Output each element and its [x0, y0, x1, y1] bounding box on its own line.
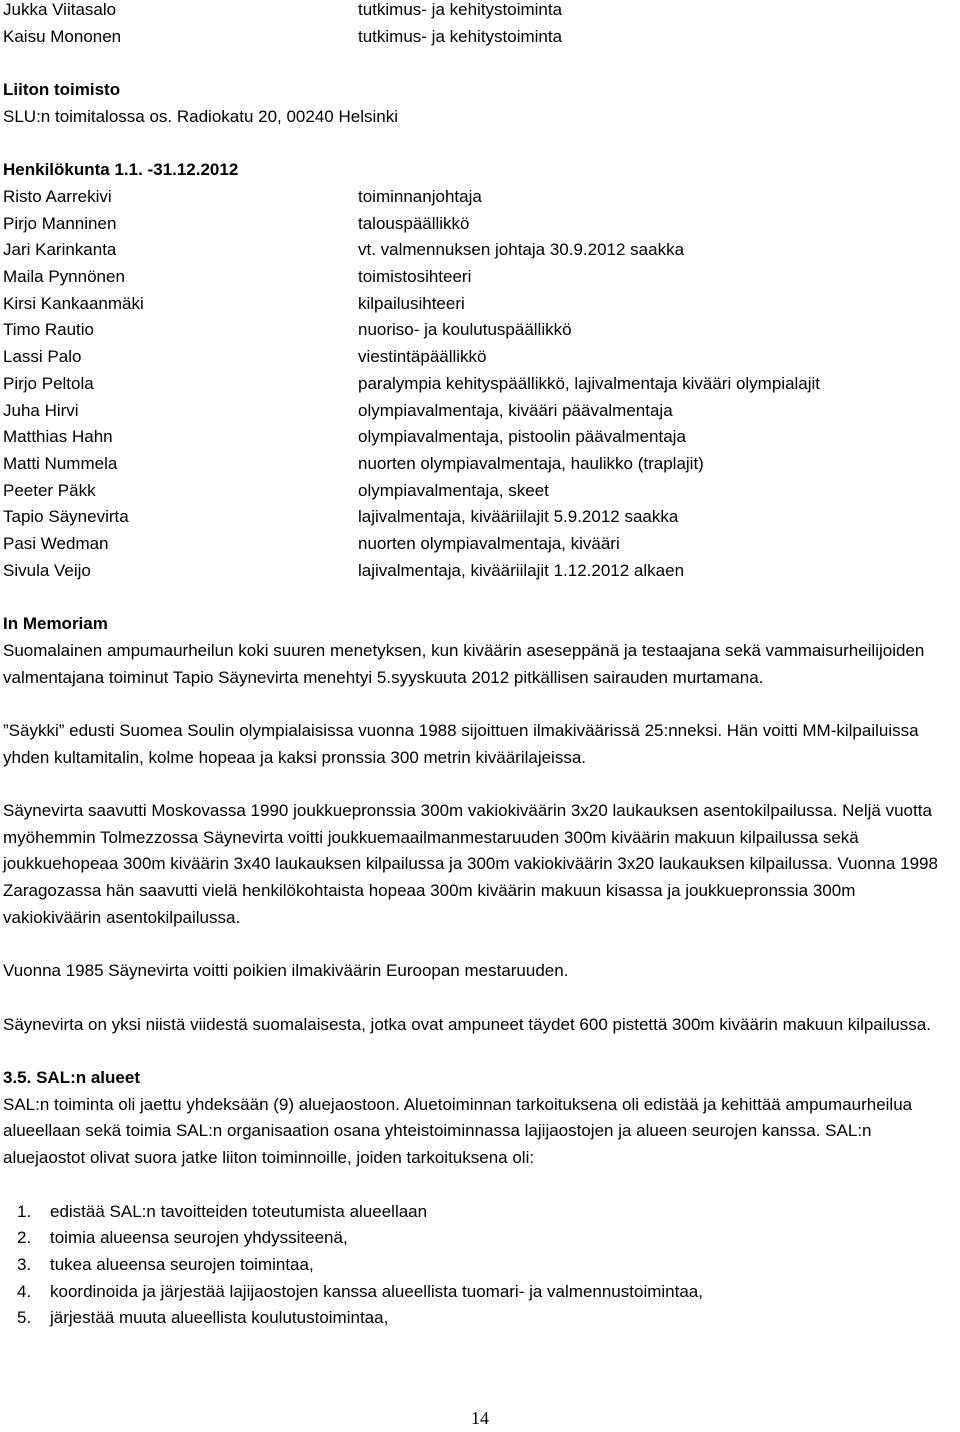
staff-role: lajivalmentaja, kivääriilajit 1.12.2012 alkaen — [358, 560, 685, 580]
staff-row — [3, 531, 957, 558]
staff-name: Pasi Wedman — [3, 534, 109, 554]
staff-name: Kirsi Kankaanmäki — [3, 293, 144, 313]
staff-name: Pirjo Manninen — [3, 213, 117, 233]
staff-row — [3, 424, 957, 451]
staff-row — [3, 317, 957, 344]
staff-name: Peeter Päkk — [3, 480, 96, 500]
staff-role: lajivalmentaja, kivääriilajit 5.9.2012 saakka — [358, 507, 679, 527]
staff-role: vt. valmennuksen johtaja 30.9.2012 saakka — [358, 240, 685, 260]
staff-row — [3, 291, 957, 318]
header-staff-list — [3, 0, 957, 50]
staff-role: olympiavalmentaja, kivääri päävalmentaja — [358, 400, 673, 420]
staff-name: Matthias Hahn — [3, 427, 113, 447]
memoriam-paragraph: ”Säykki” edusti Suomea Soulin olympialaisissa vuonna 1988 sijoittuen ilmakiväärissä 25:nneksi. Hän voitti MM-kilpailuissa yhden kultamitalin, kolme hopeaa ja kaksi pronssia 300 metrin kiväärilajeissa. — [3, 720, 919, 767]
staff-role: tutkimus- ja kehitystoiminta — [358, 26, 563, 46]
regions-heading: 3.5. SAL:n alueet — [3, 1068, 140, 1087]
memoriam-paragraph: Säynevirta saavutti Moskovassa 1990 joukkuepronssia 300m vakiokiväärin 3x20 laukauksen asentokilpailussa. Neljä vuotta myöhemmin Tolmezzossa Säynevirta voitti joukkuemaailmanmestaruuden 300m kiväärin makuun kilpailussa sekä joukkuehopeaa 300m kiväärin 3x40 laukauksen kilpailussa ja 300m vakiokiväärin 3x20 laukauksen kilpailussa. Vuonna 1998 Zaragozassa hän saavutti vielä henkilökohtaista hopeaa 300m kiväärin makuun kisassa ja joukkuepronssia 300m vakiokiväärin asentokilpailussa. — [3, 801, 938, 927]
list-text: järjestää muuta alueellista koulutustoimintaa, — [50, 1308, 389, 1328]
list-item — [3, 1225, 957, 1252]
list-number: 1. — [17, 1201, 32, 1221]
staff-role: nuorten olympiavalmentaja, haulikko (traplajit) — [358, 453, 704, 473]
staff-role: nuoriso- ja koulutuspäällikkö — [358, 320, 572, 340]
staff-row — [3, 504, 957, 531]
regions-intro: SAL:n toiminta oli jaettu yhdeksään (9) aluejaostoon. Aluetoiminnan tarkoituksena oli edistää ja kehittää ampumaurheilua alueellaan sekä toimia SAL:n organisaation osana yhteistoiminnassa lajijaostojen ja alueen seurojen kanssa. SAL:n aluejaostot olivat suora jatke liiton toiminnoille, joiden tarkoituksena oli: — [3, 1094, 913, 1168]
staff-row — [3, 184, 957, 211]
staff-role: tutkimus- ja kehitystoiminta — [358, 0, 563, 19]
staff-name: Jari Karinkanta — [3, 240, 117, 260]
page-number: 14 — [471, 1408, 489, 1428]
staff-role: viestintäpäällikkö — [358, 347, 487, 367]
document-page — [3, 0, 957, 1332]
office-address: SLU:n toimitalossa os. Radiokatu 20, 00240 Helsinki — [3, 106, 398, 126]
staff-row — [3, 264, 957, 291]
staff-row — [3, 558, 957, 585]
list-number: 2. — [17, 1228, 32, 1248]
list-text: edistää SAL:n tavoitteiden toteutumista alueellaan — [50, 1201, 428, 1221]
list-item — [3, 1305, 957, 1332]
staff-role: olympiavalmentaja, skeet — [358, 480, 549, 500]
staff-name: Jukka Viitasalo — [3, 0, 117, 19]
list-text: toimia alueensa seurojen yhdyssiteenä, — [50, 1228, 348, 1248]
staff-role: talouspäällikkö — [358, 213, 470, 233]
list-number: 3. — [17, 1254, 32, 1274]
staff-row — [3, 211, 957, 238]
staff-name: Tapio Säynevirta — [3, 507, 129, 527]
staff-row — [3, 451, 957, 478]
list-text: koordinoida ja järjestää lajijaostojen kanssa alueellista tuomari- ja valmennustoimintaa, — [50, 1281, 703, 1301]
staff-role: toiminnanjohtaja — [358, 186, 482, 206]
list-item — [3, 1279, 957, 1306]
staff-row — [3, 237, 957, 264]
staff-list — [3, 184, 957, 585]
staff-name: Sivula Veijo — [3, 560, 91, 580]
staff-role: toimistosihteeri — [358, 267, 472, 286]
list-number: 4. — [17, 1281, 32, 1301]
office-heading: Liiton toimisto — [3, 80, 121, 100]
staff-name: Matti Nummela — [3, 453, 118, 473]
staff-row — [3, 344, 957, 371]
list-number: 5. — [17, 1308, 32, 1328]
staff-role: nuorten olympiavalmentaja, kivääri — [358, 534, 620, 554]
staff-row — [3, 0, 957, 24]
regions-list — [3, 1199, 957, 1333]
list-text: tukea alueensa seurojen toimintaa, — [50, 1254, 314, 1274]
memoriam-paragraph: Vuonna 1985 Säynevirta voitti poikien ilmakiväärin Euroopan mestaruuden. — [3, 961, 569, 981]
staff-row — [3, 478, 957, 505]
memoriam-paragraph: Suomalainen ampumaurheilun koki suuren menetyksen, kun kiväärin aseseppänä ja testaajana sekä vammaisurheilijoiden valmentajana toiminut Tapio Säynevirta menehtyi 5.syyskuuta 2012 pitkällisen sairauden murtamana. — [3, 640, 925, 687]
memoriam-paragraph: Säynevirta on yksi niistä viidestä suomalaisesta, jotka ovat ampuneet täydet 600 pistettä 300m kiväärin makuun kilpailussa. — [3, 1014, 931, 1034]
staff-name: Juha Hirvi — [3, 400, 79, 420]
staff-name: Risto Aarrekivi — [3, 186, 112, 206]
staff-name: Pirjo Peltola — [3, 373, 94, 393]
list-item — [3, 1199, 957, 1226]
staff-role: olympiavalmentaja, pistoolin päävalmentaja — [358, 427, 686, 447]
staff-row — [3, 24, 957, 51]
staff-name: Kaisu Mononen — [3, 26, 122, 46]
staff-name: Maila Pynnönen — [3, 267, 125, 286]
staff-row — [3, 398, 957, 425]
staff-row — [3, 371, 957, 398]
staff-name: Lassi Palo — [3, 347, 82, 367]
staff-heading: Henkilökunta 1.1. -31.12.2012 — [3, 160, 239, 180]
staff-name: Timo Rautio — [3, 320, 95, 340]
list-item — [3, 1252, 957, 1279]
staff-role: paralympia kehityspäällikkö, lajivalmentaja kivääri olympialajit — [358, 373, 821, 393]
staff-role: kilpailusihteeri — [358, 293, 465, 313]
memoriam-heading: In Memoriam — [3, 614, 108, 634]
